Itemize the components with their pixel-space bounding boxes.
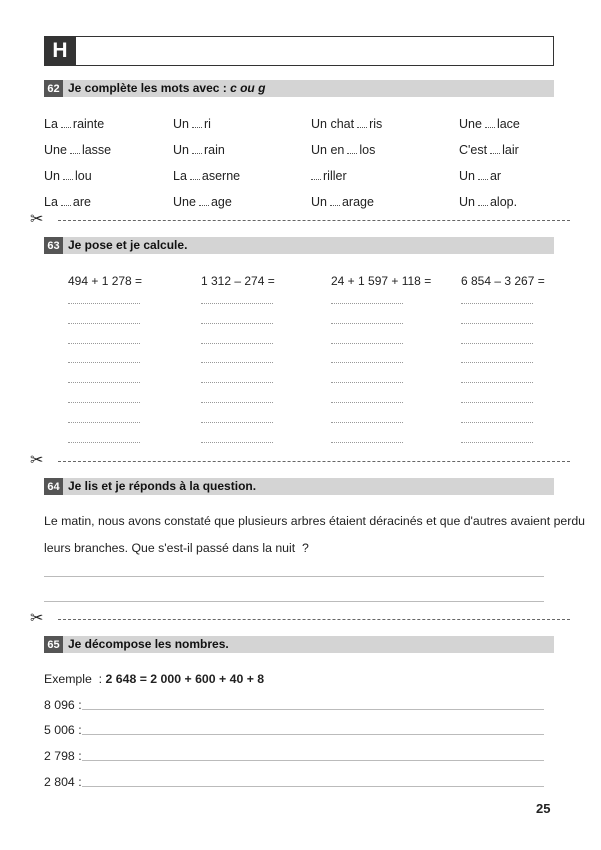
exercise-62-number: 62 <box>44 80 63 97</box>
word-suffix: los <box>359 143 376 157</box>
exercise-65-title: Je décompose les nombres. <box>68 637 229 651</box>
calculation-line[interactable] <box>331 323 403 324</box>
letter-blank[interactable] <box>199 196 209 206</box>
word-suffix: alop. <box>489 195 518 209</box>
calculation-line[interactable] <box>201 442 273 443</box>
calculation-line[interactable] <box>68 323 140 324</box>
calculation-line[interactable] <box>461 343 533 344</box>
calculation-line[interactable] <box>68 343 140 344</box>
calculation-line[interactable] <box>461 422 533 423</box>
word-suffix: aserne <box>201 169 241 183</box>
exercise-62-title <box>68 80 265 97</box>
word-prefix: Un <box>311 195 327 209</box>
calculation-line[interactable] <box>331 362 403 363</box>
scissors-icon: ✂ <box>30 211 44 228</box>
calculation-line[interactable] <box>201 323 273 324</box>
word-suffix: lace <box>496 117 520 131</box>
calculation-line[interactable] <box>331 303 403 304</box>
word-suffix: lou <box>74 169 92 183</box>
calculation-line[interactable] <box>331 402 403 403</box>
word-suffix: are <box>72 195 91 209</box>
calculation-line[interactable] <box>201 382 273 383</box>
operation-1: 494 + 1 278 = <box>68 274 143 288</box>
word-suffix: riller <box>323 169 347 183</box>
letter-blank[interactable] <box>485 118 495 128</box>
letter-blank[interactable] <box>357 118 367 128</box>
word-prefix: Un en <box>311 143 345 157</box>
fill-in-word <box>459 117 520 131</box>
answer-line[interactable] <box>82 709 544 710</box>
answer-line[interactable] <box>82 760 544 761</box>
letter-blank[interactable] <box>190 170 200 180</box>
word-prefix: Un <box>459 195 475 209</box>
calculation-line[interactable] <box>331 382 403 383</box>
fill-in-word <box>311 143 375 157</box>
word-prefix: La <box>44 117 58 131</box>
word-suffix: lasse <box>81 143 112 157</box>
page-number: 25 <box>536 801 551 816</box>
letter-blank[interactable] <box>330 196 340 206</box>
fill-in-word <box>311 117 382 131</box>
letter-blank[interactable] <box>311 170 321 180</box>
word-suffix: ar <box>489 169 502 183</box>
calculation-line[interactable] <box>68 303 140 304</box>
example-label: Exemple : <box>44 672 106 686</box>
letter-blank[interactable] <box>61 118 71 128</box>
fill-in-word <box>459 169 501 183</box>
fill-in-word <box>44 169 92 183</box>
calculation-line[interactable] <box>68 402 140 403</box>
scissors-icon: ✂ <box>30 452 44 469</box>
exercise-63-title: Je pose et je calcule. <box>68 238 188 252</box>
cut-line <box>58 619 570 620</box>
fill-in-word <box>44 195 91 209</box>
exercise-63-bar <box>44 237 554 254</box>
cut-line <box>58 220 570 221</box>
word-prefix: Un <box>44 169 60 183</box>
letter-blank[interactable] <box>478 170 488 180</box>
fill-in-word <box>173 143 225 157</box>
word-suffix: arage <box>341 195 374 209</box>
calculation-line[interactable] <box>68 422 140 423</box>
calculation-line[interactable] <box>331 442 403 443</box>
calculation-line[interactable] <box>68 362 140 363</box>
calculation-line[interactable] <box>461 402 533 403</box>
header-letter: H <box>44 36 76 66</box>
calculation-line[interactable] <box>201 402 273 403</box>
answer-line[interactable] <box>82 734 544 735</box>
fill-in-word <box>459 195 517 209</box>
calculation-line[interactable] <box>461 362 533 363</box>
exercise-62-bar <box>44 80 554 97</box>
exercise-64-number: 64 <box>44 478 63 495</box>
word-prefix: La <box>44 195 58 209</box>
letter-blank[interactable] <box>192 144 202 154</box>
exercise-64-title: Je lis et je réponds à la question. <box>68 479 257 493</box>
word-suffix: ri <box>203 117 211 131</box>
calculation-line[interactable] <box>201 303 273 304</box>
question-text-line-1: Le matin, nous avons constaté que plusieurs arbres étaient déracinés et que d'autres avaient perdu <box>44 514 586 528</box>
exercise-62-title-start: Je complète les mots avec : <box>68 81 231 95</box>
letter-blank[interactable] <box>490 144 500 154</box>
fill-in-word <box>173 169 240 183</box>
header-box <box>44 36 554 66</box>
fill-in-word <box>459 143 519 157</box>
answer-line[interactable] <box>44 576 544 577</box>
fill-in-word <box>44 143 111 157</box>
number-to-decompose: 2 798 : <box>44 749 82 763</box>
answer-line[interactable] <box>44 601 544 602</box>
fill-in-word <box>173 117 211 131</box>
number-to-decompose: 2 804 : <box>44 775 82 789</box>
letter-blank[interactable] <box>70 144 80 154</box>
fill-in-word <box>311 169 347 183</box>
word-suffix: rainte <box>72 117 105 131</box>
calculation-line[interactable] <box>201 422 273 423</box>
word-suffix: ris <box>369 117 383 131</box>
operation-4: 6 854 – 3 267 = <box>461 274 545 288</box>
exercise-64-bar <box>44 478 554 495</box>
word-prefix: Un <box>459 169 475 183</box>
word-suffix: rain <box>203 143 225 157</box>
operation-2: 1 312 – 274 = <box>201 274 275 288</box>
fill-in-word <box>173 195 232 209</box>
calculation-line[interactable] <box>331 422 403 423</box>
calculation-line[interactable] <box>201 362 273 363</box>
letter-blank[interactable] <box>478 196 488 206</box>
word-prefix: Un <box>173 117 189 131</box>
exercise-62-title-letters: c ou g <box>230 81 266 95</box>
letter-blank[interactable] <box>63 170 73 180</box>
decompose-example <box>44 672 264 686</box>
exercise-65-number: 65 <box>44 636 63 653</box>
scissors-icon: ✂ <box>30 610 44 627</box>
calculation-line[interactable] <box>461 303 533 304</box>
word-prefix: Une <box>44 143 67 157</box>
number-to-decompose: 8 096 : <box>44 698 82 712</box>
calculation-line[interactable] <box>461 382 533 383</box>
letter-blank[interactable] <box>61 196 71 206</box>
calculation-line[interactable] <box>461 442 533 443</box>
calculation-line[interactable] <box>201 343 273 344</box>
example-value: 2 648 = 2 000 + 600 + 40 + 8 <box>105 672 265 686</box>
word-prefix: Une <box>173 195 196 209</box>
answer-line[interactable] <box>82 786 544 787</box>
exercise-63-number: 63 <box>44 237 63 254</box>
calculation-line[interactable] <box>331 343 403 344</box>
letter-blank[interactable] <box>192 118 202 128</box>
number-to-decompose: 5 006 : <box>44 723 82 737</box>
word-suffix: age <box>210 195 232 209</box>
word-prefix: Un <box>173 143 189 157</box>
calculation-line[interactable] <box>68 382 140 383</box>
calculation-line[interactable] <box>68 442 140 443</box>
operation-3: 24 + 1 597 + 118 = <box>331 274 432 288</box>
exercise-65-bar <box>44 636 554 653</box>
cut-line <box>58 461 570 462</box>
letter-blank[interactable] <box>347 144 357 154</box>
word-prefix: La <box>173 169 187 183</box>
word-prefix: C'est <box>459 143 488 157</box>
word-suffix: lair <box>502 143 519 157</box>
question-text-line-2: leurs branches. Que s'est-il passé dans la nuit ? <box>44 541 309 555</box>
word-prefix: Un chat <box>311 117 355 131</box>
word-prefix: Une <box>459 117 482 131</box>
fill-in-word <box>44 117 104 131</box>
fill-in-word <box>311 195 374 209</box>
calculation-line[interactable] <box>461 323 533 324</box>
